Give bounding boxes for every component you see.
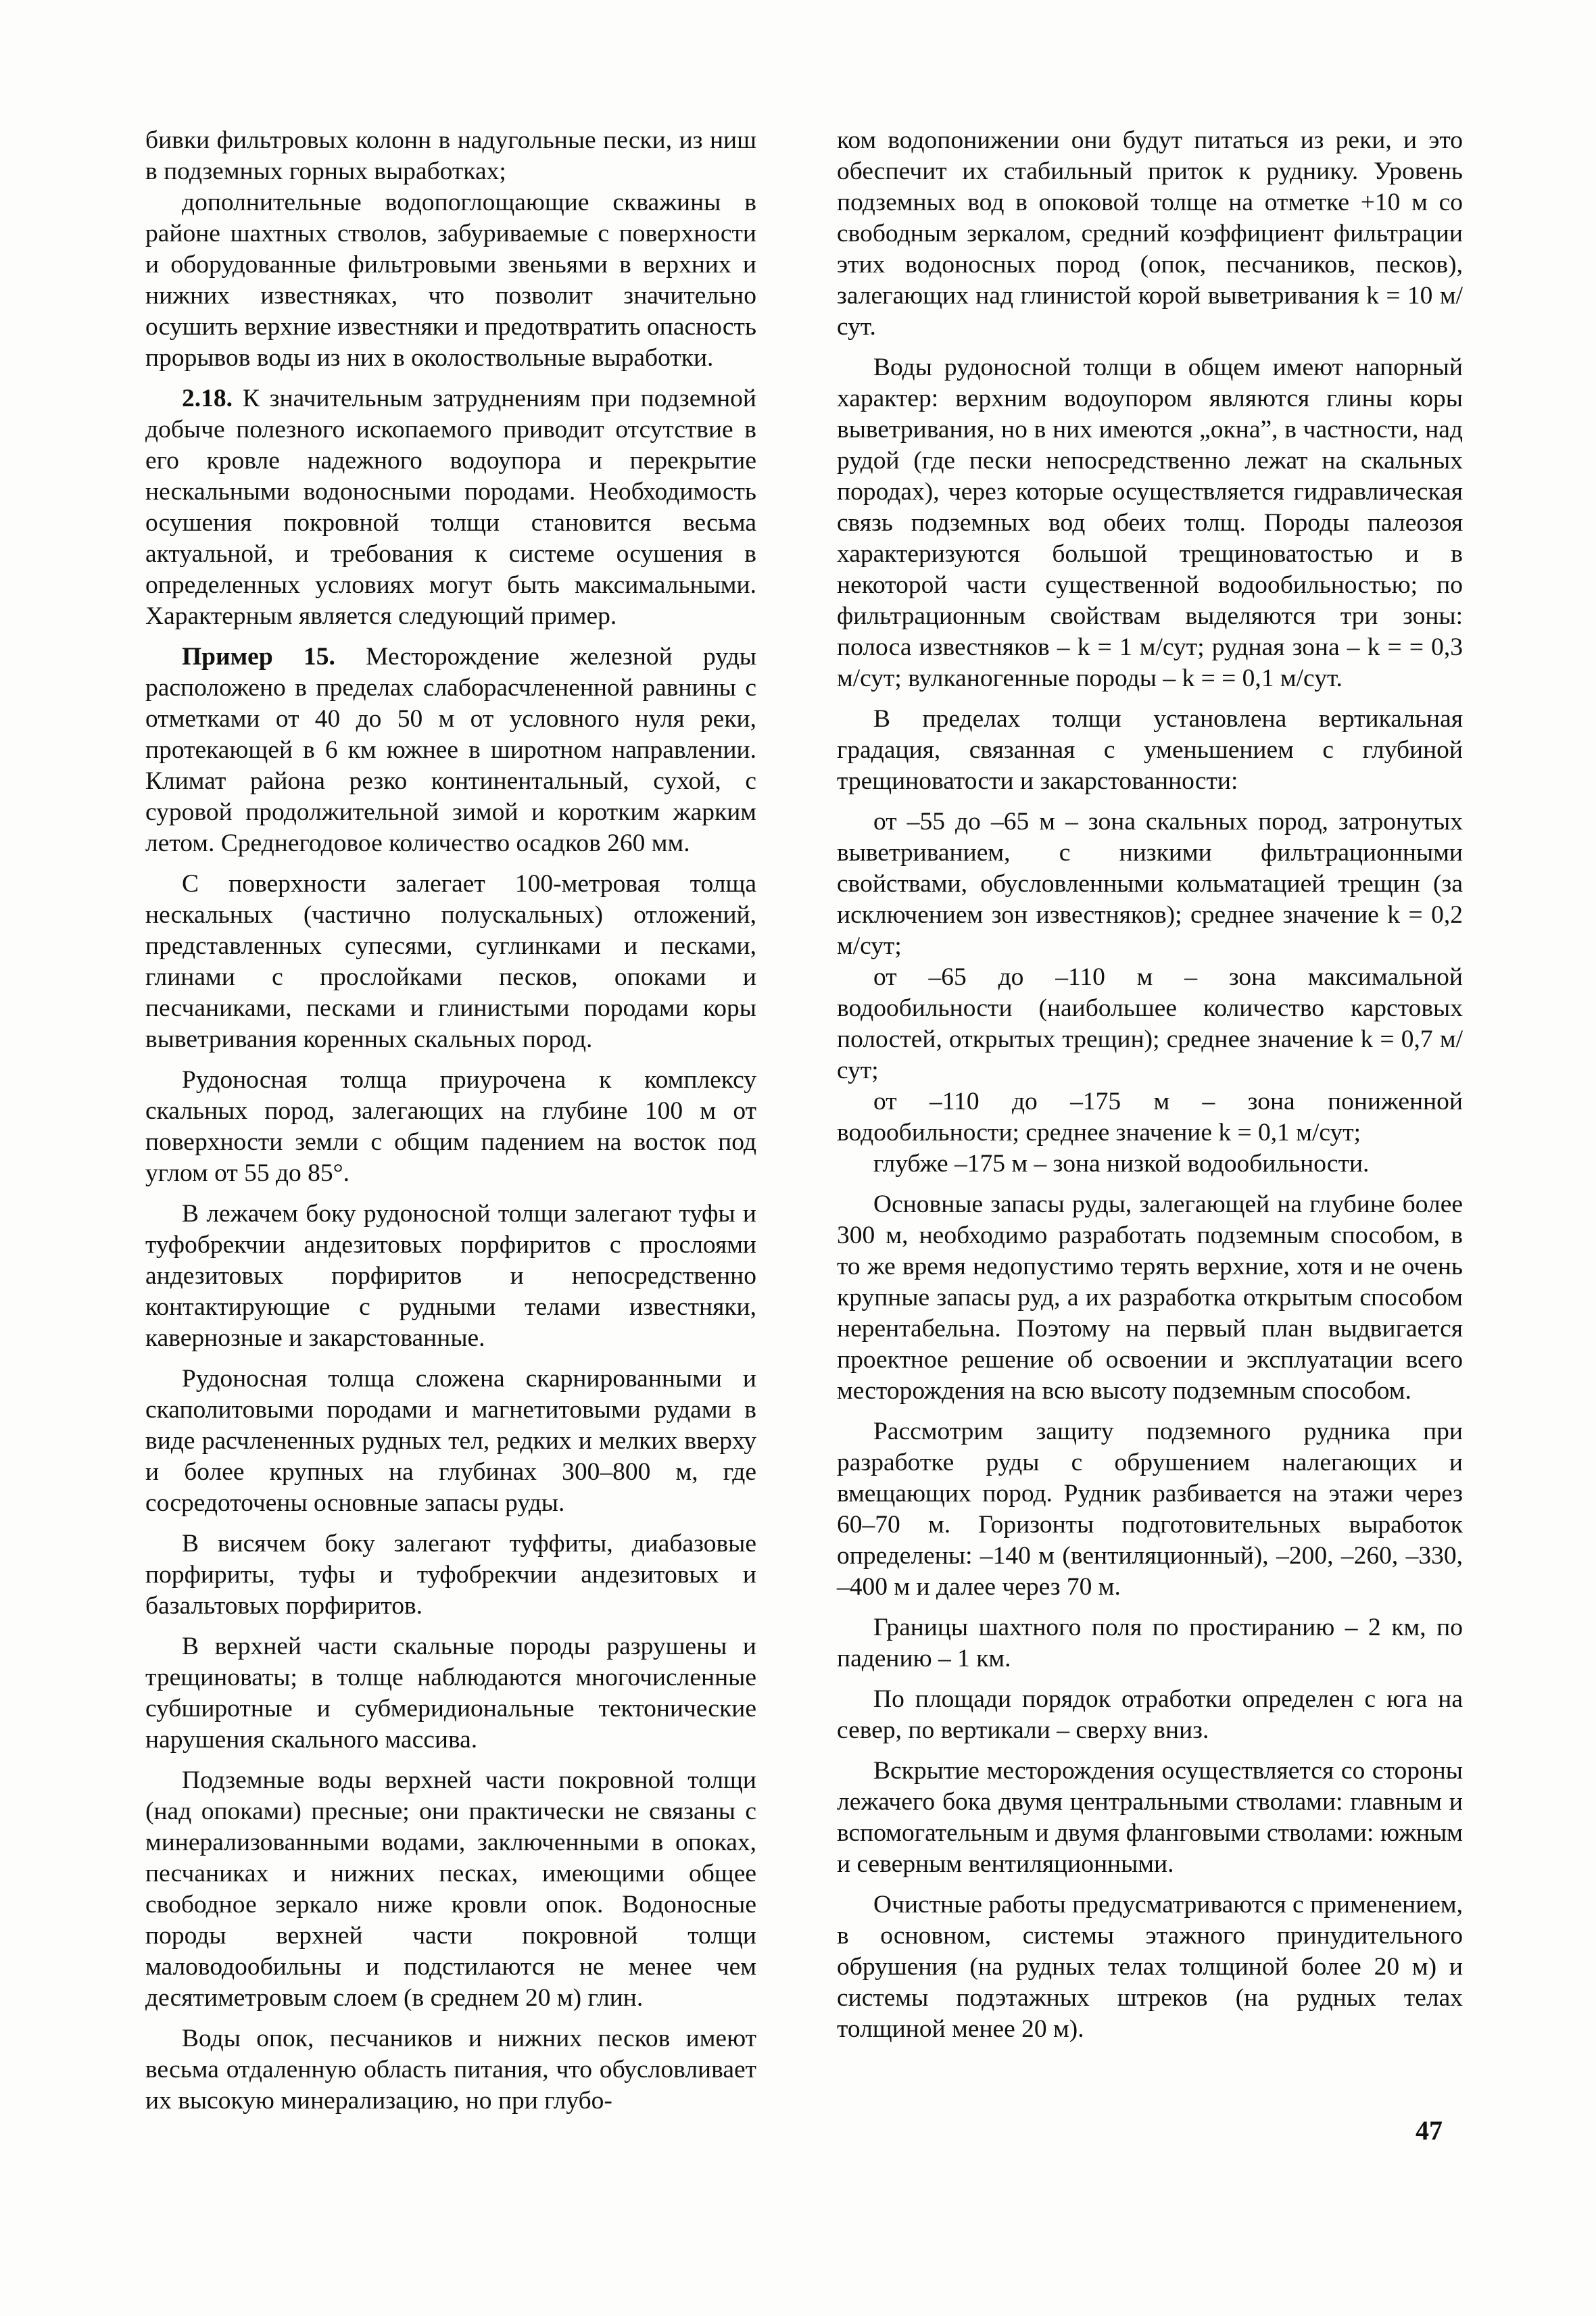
- paragraph-text: Месторождение железной руды расположено в пределах слаборасчлененной равнины с отметками от 40 до 50 м от условного нуля реки, протекающей в 6 км южнее в широтном направлении. Климат района резко континентальный, сухой, с суровой продолжительной зимой и коротким жарким летом. Среднегодовое количество осадков 260 мм.: [145, 643, 756, 857]
- paragraph: Границы шахтного поля по простиранию – 2 км, по падению – 1 км.: [837, 1614, 1463, 1672]
- section-number: 2.18.: [182, 385, 233, 412]
- paragraph: В верхней части скальные породы разрушены и трещиноваты; в толще наблюдаются многочисленные субширотные и субмеридиональные тектонические нарушения скального массива.: [145, 1633, 756, 1754]
- list-item: глубже –175 м – зона низкой водообильности.: [873, 1150, 1370, 1178]
- page-number: 47: [1416, 2115, 1443, 2146]
- section-paragraph: [145, 383, 756, 632]
- paragraph: По площади порядок отработки определен с юга на север, по вертикали – сверху вниз.: [837, 1685, 1463, 1744]
- paragraph: С поверхности залегает 100-метровая толща нескальных (частично полускальных) отложений, представленных супесями, суглинками и песками, глинами с прослойками песков, опоками и песчаниками, песками и глинистыми породами коры выветривания коренных скальных пород.: [145, 870, 756, 1053]
- list-item: от –55 до –65 м – зона скальных пород, затронутых выветриванием, с низкими фильтрационными свойствами, обусловленными кольматацией трещин (за исключением зон известняков); среднее значение k = 0,2 м/сут;: [837, 808, 1463, 960]
- example-paragraph: [145, 642, 756, 859]
- paragraph: В висячем боку залегают туффиты, диабазовые порфириты, туфы и туфобрекчии андезитовых и базальтовых порфиритов.: [145, 1530, 756, 1620]
- paragraph: Очистные работы предусматриваются с применением, в основном, системы этажного принудительного обрушения (на рудных телах толщиной более 20 м) и системы подэтажных штреков (на рудных телах толщиной менее 20 м).: [837, 1891, 1463, 2043]
- paragraph: Подземные воды верхней части покровной толщи (над опоками) пресные; они практически не связаны с минерализованными водами, заключенными в опоках, песчаниках и нижних песках, имеющими общее свободное зеркало ниже кровли опок. Водоносные породы верхней части покровной толщи маловодообильны и подстилаются не менее чем десятиметровым слоем (в среднем 20 м) глин.: [145, 1766, 756, 2012]
- paragraph: Воды опок, песчаников и нижних песков имеют весьма отдаленную область питания, что обусловливает их высокую минерализацию, но при глубо-: [145, 2025, 756, 2115]
- paragraph-text: К значительным затруднениям при подземной добыче полезного ископаемого приводит отсутствие в его кровле надежного водоупора и перекрытие нескальными водоносными породами. Необходимость осушения покровной толщи становится весьма актуальной, и требования к системе осушения в определенных условиях могут быть максимальными. Характерным является следующий пример.: [145, 385, 756, 630]
- example-label: Пример 15.: [182, 643, 335, 671]
- paragraph: Рассмотрим защиту подземного рудника при разработке руды с обрушением налегающих и вмещающих пород. Рудник разбивается на этажи через 60–70 м. Горизонты подготовительных выработок определены: –140 м (вентиляционный), –200, –260, –330, –400 м и далее через 70 м.: [837, 1418, 1463, 1601]
- list-item: от –65 до –110 м – зона максимальной водообильности (наибольшее количество карстовых полостей, открытых трещин); среднее значение k = 0,7 м/сут;: [837, 963, 1463, 1084]
- paragraph: бивки фильтровых колонн в надугольные пески, из ниш в подземных горных выработках;: [145, 126, 756, 185]
- paragraph: Вскрытие месторождения осуществляется со стороны лежачего бока двумя центральными стволами: главным и вспомогательным и двумя фланговыми стволами: южным и северным вентиляционными.: [837, 1757, 1463, 1878]
- paragraph: ком водопонижении они будут питаться из реки, и это обеспечит их стабильный приток к руднику. Уровень подземных вод в опоковой толще на отметке +10 м со свободным зеркалом, средний коэффициент фильтрации этих водоносных пород (опок, песчаников, песков), залегающих над глинистой корой выветривания k = 10 м/сут.: [837, 126, 1463, 341]
- left-column: [145, 125, 756, 2126]
- paragraph: Основные запасы руды, залегающей на глубине более 300 м, необходимо разработать подземным способом, в то же время недопустимо терять верхние, хотя и не очень крупные запасы руд, а их разработка открытым способом нерентабельна. Поэтому на первый план выдвигается проектное решение об освоении и эксплуатации всего месторождения на всю высоту подземным способом.: [837, 1190, 1463, 1405]
- paragraph: Рудоносная толща сложена скарнированными и скаполитовыми породами и магнетитовыми рудами в виде расчлененных рудных тел, редких и мелких вверху и более крупных на глубинах 300–800 м, где сосредоточены основные запасы руды.: [145, 1365, 756, 1517]
- list-item: от –110 до –175 м – зона пониженной водообильности; среднее значение k = 0,1 м/сут;: [837, 1088, 1463, 1147]
- right-column: [837, 125, 1463, 2054]
- paragraph: Воды рудоносной толщи в общем имеют напорный характер: верхним водоупором являются глины коры выветривания, но в них имеются „окна”, в частности, над рудой (где пески непосредственно лежат на скальных породах), через которые осуществляется гидравлическая связь подземных вод обеих толщ. Породы палеозоя характеризуются большой трещиноватостью и в некоторой части существенной водообильностью; по фильтрационным свойствам выделяются три зоны: полоса известняков – k = 1 м/сут; рудная зона – k = = 0,3 м/сут; вулканогенные породы – k = = 0,1 м/сут.: [837, 354, 1463, 692]
- paragraph: дополнительные водопоглощающие скважины в районе шахтных стволов, забуриваемые с поверхности и оборудованные фильтровыми звеньями в верхних и нижних известняках, что позволит значительно осушить верхние известняки и предотвратить опасность прорывов воды из них в околоствольные выработки.: [145, 189, 756, 372]
- paragraph: Рудоносная толща приурочена к комплексу скальных пород, залегающих на глубине 100 м от поверхности земли с общим падением на восток под углом от 55 до 85°.: [145, 1066, 756, 1187]
- paragraph: В лежачем боку рудоносной толщи залегают туфы и туфобрекчии андезитовых порфиритов с прослоями андезитовых порфиритов и непосредственно контактирующие с рудными телами известняки, кавернозные и закарстованные.: [145, 1200, 756, 1352]
- paragraph: В пределах толщи установлена вертикальная градация, связанная с уменьшением с глубиной трещиноватости и закарстованности:: [837, 705, 1463, 795]
